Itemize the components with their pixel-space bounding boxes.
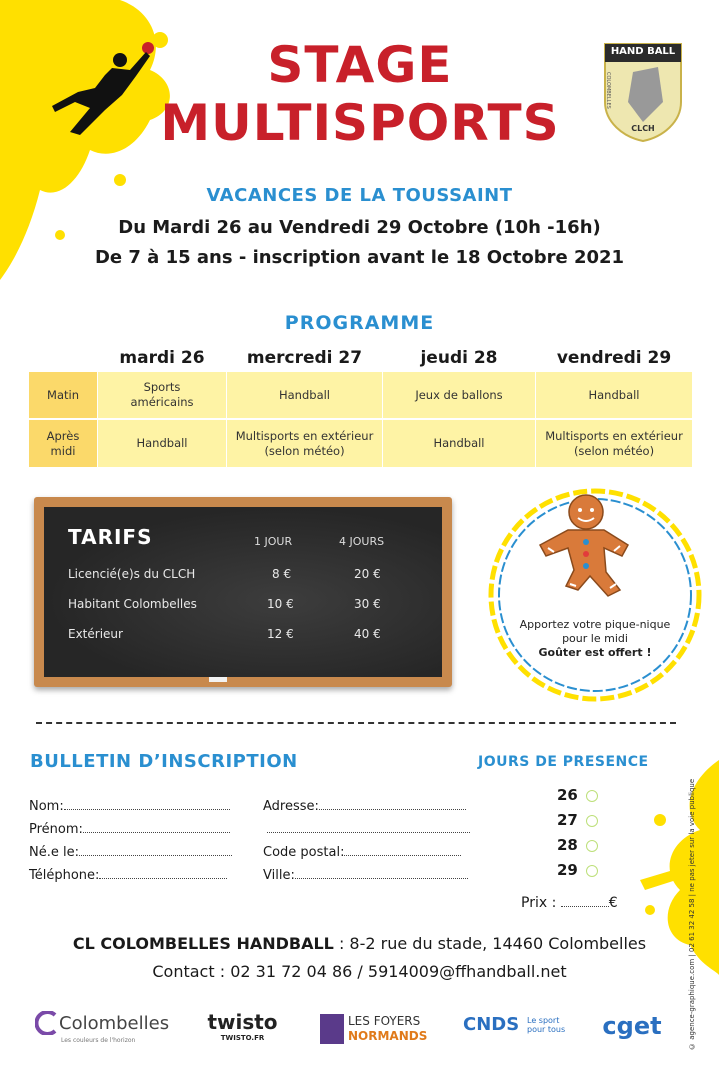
jours-title: JOURS DE PRESENCE (478, 754, 649, 770)
tarifs-col-1day: 1 JOUR (254, 535, 293, 548)
logo-text: HAND BALL (610, 46, 676, 57)
field-adresse-line2-input[interactable] (267, 820, 470, 833)
cnds-tagline: Le sport pour tous (527, 1016, 566, 1034)
tarif-label: Habitant Colombelles (68, 597, 197, 611)
colombelles-name: Colombelles (59, 1013, 170, 1034)
picnic-line-3: Goûter est offert ! (538, 646, 652, 659)
field-prenom-input[interactable] (83, 820, 230, 833)
event-name: VACANCES DE LA TOUSSAINT (206, 185, 513, 206)
field-adresse-input[interactable] (319, 797, 466, 810)
programme-cell: Handball (98, 420, 226, 467)
programme-title: PROGRAMME (284, 312, 435, 334)
programme-cell: Multisports en extérieur (selon météo) (227, 420, 382, 467)
tarifs-col-4days: 4 JOURS (339, 535, 385, 548)
programme-cell: Handball (227, 372, 382, 418)
field-ville-label: Ville: (263, 868, 295, 883)
programme-cell: Jeux de ballons (383, 372, 535, 418)
field-nom-input[interactable] (64, 797, 230, 810)
day-header: jeudi 28 (420, 348, 498, 368)
row-label-afternoon: Après midi (29, 420, 97, 467)
day-checkbox-26[interactable]: 26 (557, 786, 598, 804)
cut-line (36, 722, 676, 724)
logo-ring-text: COLOMBELLES (605, 72, 611, 109)
tarif-1day: 10 € (267, 597, 294, 611)
colombelles-c-icon (35, 1011, 59, 1035)
cnds-logo (463, 1008, 573, 1050)
field-ne-input[interactable] (79, 843, 232, 856)
field-tel-label: Téléphone: (29, 868, 100, 883)
field-cp-label: Code postal: (263, 845, 345, 860)
title-line-1: STAGE (267, 36, 453, 94)
field-cp-input[interactable] (344, 843, 461, 856)
prix-input[interactable] (561, 894, 609, 907)
prix-label: Prix : (521, 895, 557, 911)
chalkboard-surface (44, 507, 442, 677)
picnic-line-1: Apportez votre pique-nique (519, 618, 671, 631)
event-ages: De 7 à 15 ans - inscription avant le 18 Octobre 2021 (94, 247, 625, 268)
tarifs-title: TARIFS (68, 525, 153, 549)
field-nom-label: Nom: (29, 799, 64, 814)
event-dates: Du Mardi 26 au Vendredi 29 Octobre (10h -16h) (118, 217, 601, 238)
tarif-label: Extérieur (68, 627, 123, 641)
tarif-label: Licencié(e)s du CLCH (68, 567, 196, 581)
programme-cell: Sports américains (98, 372, 226, 418)
foyers-normands-logo (320, 1012, 435, 1052)
colombelles-tagline: Les couleurs de l'horizon (61, 1037, 136, 1044)
club-name: CL COLOMBELLES HANDBALL (72, 934, 334, 953)
programme-cell: Handball (383, 420, 535, 467)
tarif-4days: 40 € (354, 627, 381, 641)
colombelles-logo (35, 1005, 170, 1050)
twisto-url: TWISTO.FR (220, 1034, 265, 1042)
tarifs-chalkboard (34, 497, 452, 687)
contact-line: Contact : 02 31 72 04 86 / 5914009@ffhandball.net (152, 962, 567, 981)
foyers-line-2: NORMANDS (348, 1029, 428, 1043)
title-line-2: MULTISPORTS (160, 94, 560, 152)
day-checkbox-27[interactable]: 27 (557, 811, 598, 829)
chalk-piece (209, 677, 227, 682)
programme-cell: Handball (536, 372, 692, 418)
foyers-n-icon (320, 1014, 344, 1044)
field-prenom-label: Prénom: (29, 822, 83, 837)
handball-player-silhouette (50, 40, 170, 150)
picnic-line-2: pour le midi (562, 632, 628, 645)
logo-sub: CLCH (631, 124, 655, 133)
cget-name: cget (602, 1012, 662, 1040)
day-checkbox-29[interactable]: 29 (557, 861, 598, 879)
prix-currency: € (608, 895, 618, 911)
day-header: mercredi 27 (246, 348, 363, 368)
cnds-name: CNDS (463, 1014, 520, 1035)
field-adresse-label: Adresse: (263, 799, 319, 814)
side-credit-text: © agence-graphique.com | 02 61 32 42 58 | ne pas jeter sur la voie publique (688, 778, 696, 1050)
tarif-1day: 8 € (272, 567, 292, 581)
field-tel-input[interactable] (99, 866, 227, 879)
field-ville-input[interactable] (295, 866, 468, 879)
day-checkbox-28[interactable]: 28 (557, 836, 598, 854)
cget-logo (602, 1012, 662, 1047)
row-label-morning: Matin (29, 372, 97, 418)
club-address: : 8-2 rue du stade, 14460 Colombelles (333, 934, 647, 953)
gingerbread-man-icon (528, 490, 638, 600)
bulletin-title: BULLETIN D’INSCRIPTION (30, 751, 298, 772)
tarif-4days: 30 € (354, 597, 381, 611)
club-logo (603, 42, 683, 142)
tarif-1day: 12 € (267, 627, 294, 641)
tarif-4days: 20 € (354, 567, 381, 581)
programme-cell: Multisports en extérieur (selon météo) (536, 420, 692, 467)
twisto-name: twisto (207, 1010, 278, 1034)
foyers-line-1: LES FOYERS (348, 1014, 421, 1028)
twisto-logo (200, 1010, 285, 1050)
field-ne-label: Né.e le: (29, 845, 79, 860)
day-header: vendredi 29 (556, 348, 672, 368)
day-header: mardi 26 (119, 348, 205, 368)
